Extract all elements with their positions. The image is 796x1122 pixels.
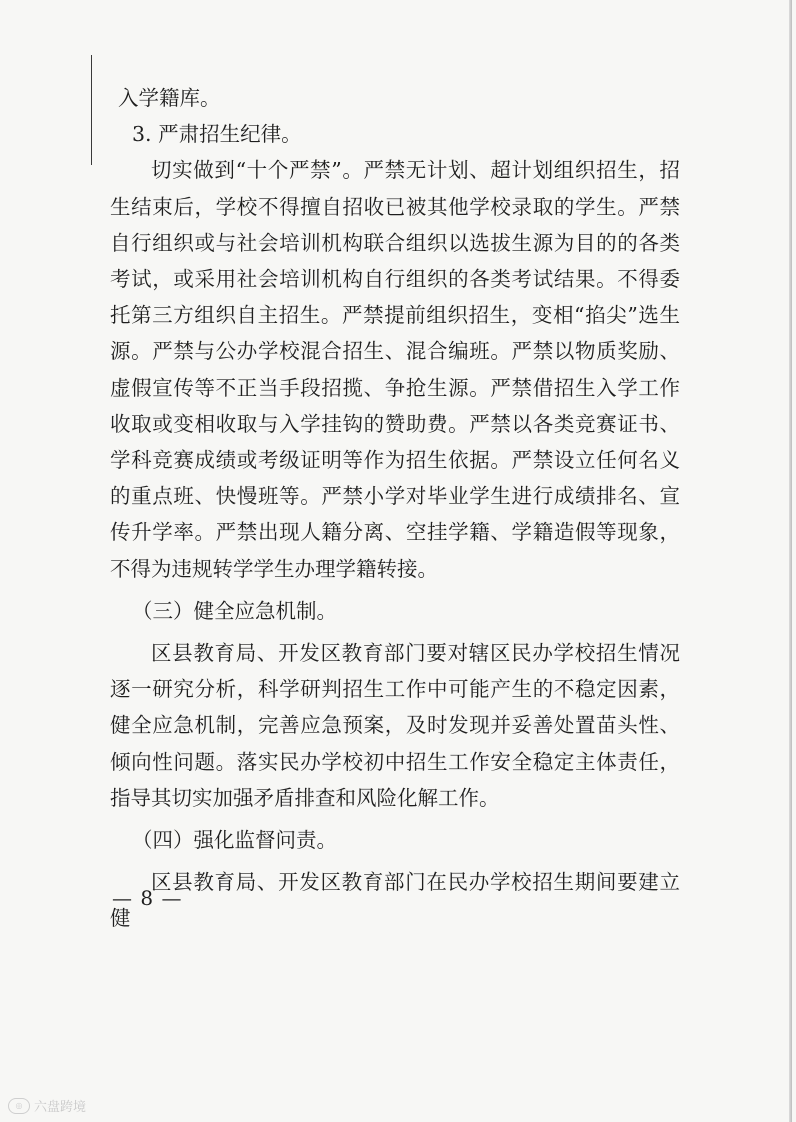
section-3-body: 区县教育局、开发区教育部门要对辖区民办学校招生情况逐一研究分析，科学研判招生工作中可能产生的不稳定因素，健全应急机制，完善应急预案，及时发现并妥善处置苗头性、倾向性问题。落实民办学校初中招生工作安全稳定主体责任，指导其切实加强矛盾排查和风险化解工作。 xyxy=(110,641,680,810)
section-4-title: （四）强化监督问责。 xyxy=(132,828,337,853)
page-number: — 8 — xyxy=(112,886,183,910)
scan-edge-right xyxy=(789,0,792,1122)
watermark xyxy=(8,1096,86,1115)
document-page xyxy=(110,80,680,937)
item-3-body: 切实做到“十个严禁”。严禁无计划、超计划组织招生，招生结束后，学校不得擅自招收已被其他学校录取的学生。严禁自行组织或与社会培训机构联合组织以选拔生源为目的的各类考试，或采用社会培训机构自行组织的各类考试结果。不得委托第三方组织自主招生。严禁提前组织招生，变相“掐尖”选生源。严禁与公办学校混合招生、混合编班。严禁以物质奖励、虚假宣传等不正当手段招揽、争抢生源。严禁借招生入学工作收取或变相收取与入学挂钩的赞助费。严禁以各类竞赛证书、学科竞赛成绩或考级证明等作为招生依据。严禁设立任何名义的重点班、快慢班等。严禁小学对毕业学生进行成绩排名、宣传升学率。严禁出现人籍分离、空挂学籍、学籍造假等现象，不得为违规转学学生办理学籍转接。 xyxy=(110,158,680,581)
section-4-body: 区县教育局、开发区教育部门在民办学校招生期间要建立健 xyxy=(110,870,680,931)
section-3-title: （三）健全应急机制。 xyxy=(132,598,337,623)
watermark-logo-icon: ◎ xyxy=(8,1098,30,1114)
watermark-text: 六盘跨境 xyxy=(34,1100,87,1115)
continued-line: 入学籍库。 xyxy=(118,86,221,110)
item-3-title: 3. 严肃招生纪律。 xyxy=(132,122,302,147)
scan-edge-left xyxy=(91,55,92,165)
